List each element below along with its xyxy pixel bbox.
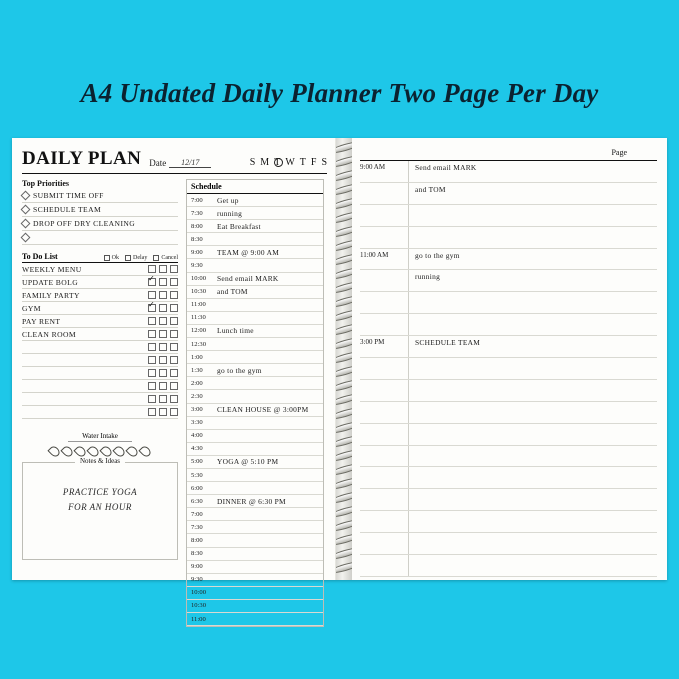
- schedule-row[interactable]: [187, 574, 323, 587]
- binding-ring-icon: [336, 140, 352, 156]
- schedule-note: running: [217, 208, 243, 218]
- agenda-divider: [408, 314, 409, 335]
- schedule-row[interactable]: [187, 600, 323, 613]
- schedule-note: TEAM @ 9:00 AM: [217, 247, 280, 257]
- schedule-time: 12:00: [191, 327, 207, 335]
- todo-cancel-checkbox[interactable]: [170, 291, 178, 299]
- agenda-note: running: [415, 272, 441, 282]
- binding-ring-icon: [336, 476, 352, 492]
- binding-ring-icon: [336, 168, 352, 184]
- todo-delay-checkbox[interactable]: [159, 265, 167, 273]
- priority-item[interactable]: [22, 217, 178, 231]
- todo-cancel-checkbox[interactable]: [170, 408, 178, 416]
- binding-ring-icon: [336, 308, 352, 324]
- legend-ok-label: Ok: [111, 255, 119, 261]
- legend-cancel-label: Cancel: [161, 255, 178, 261]
- schedule-row[interactable]: [187, 548, 323, 561]
- schedule-note: CLEAN HOUSE @ 3:00PM: [217, 405, 309, 415]
- diamond-bullet-icon: [21, 191, 31, 201]
- schedule-row[interactable]: [187, 273, 323, 286]
- todo-delay-checkbox[interactable]: [159, 278, 167, 286]
- todo-ok-checkbox[interactable]: [148, 369, 156, 377]
- agenda-divider: [408, 402, 409, 423]
- water-drop-icon[interactable]: [138, 444, 152, 458]
- agenda-note: [409, 446, 415, 448]
- notes-and-ideas-box[interactable]: [22, 457, 178, 560]
- agenda-row[interactable]: [360, 183, 657, 205]
- notes-label: Notes & Ideas: [75, 457, 125, 465]
- todo-text: PAY RENT: [22, 316, 61, 326]
- binding-ring-icon: [336, 182, 352, 198]
- schedule-row[interactable]: [187, 521, 323, 534]
- agenda-time: [360, 292, 408, 294]
- todo-row[interactable]: [22, 367, 178, 380]
- todo-ok-checkbox[interactable]: [148, 330, 156, 338]
- left-column: [22, 179, 178, 627]
- schedule-time: 10:00: [191, 589, 207, 597]
- binding-ring-icon: [336, 546, 352, 562]
- todo-ok-checkbox[interactable]: [148, 265, 156, 273]
- schedule-row[interactable]: [187, 364, 323, 377]
- binding-ring-icon: [336, 280, 352, 296]
- priority-item[interactable]: [22, 203, 178, 217]
- top-priorities-label: Top Priorities: [22, 179, 70, 188]
- agenda-row[interactable]: [360, 314, 657, 336]
- schedule-time: 12:30: [191, 340, 207, 348]
- priority-item[interactable]: [22, 231, 178, 245]
- todo-cancel-checkbox[interactable]: [170, 395, 178, 403]
- todo-cancel-checkbox[interactable]: [170, 317, 178, 325]
- agenda-row[interactable]: [360, 292, 657, 314]
- agenda-row[interactable]: [360, 205, 657, 227]
- todo-label: To Do List: [22, 252, 58, 261]
- date-label: Date: [149, 158, 167, 168]
- binding-ring-icon: [336, 504, 352, 520]
- binding-ring-icon: [336, 392, 352, 408]
- agenda-time: [360, 511, 408, 513]
- date-field[interactable]: [149, 158, 211, 168]
- agenda-divider: [408, 555, 409, 576]
- agenda-time: [360, 270, 408, 272]
- schedule-time: 11:00: [191, 301, 206, 309]
- schedule-time: 7:00: [191, 196, 203, 204]
- notes-line-1: PRACTICE YOGA: [62, 487, 138, 497]
- agenda-divider: [408, 227, 409, 248]
- agenda-time: 9:00 AM: [360, 163, 386, 171]
- agenda-note: [409, 489, 415, 491]
- agenda-divider: [408, 205, 409, 226]
- schedule-row[interactable]: [187, 613, 323, 626]
- todo-row[interactable]: [22, 328, 178, 341]
- agenda-time: [360, 424, 408, 426]
- agenda-divider: [408, 489, 409, 510]
- todo-row[interactable]: [22, 302, 178, 315]
- schedule-time: 8:30: [191, 550, 203, 558]
- notes-line-2: FOR AN HOUR: [68, 502, 132, 512]
- schedule-row[interactable]: [187, 390, 323, 403]
- binding-ring-icon: [336, 406, 352, 422]
- agenda-row[interactable]: [360, 555, 657, 577]
- schedule-time: 11:00: [191, 615, 206, 623]
- todo-delay-checkbox[interactable]: [159, 317, 167, 325]
- page-number-label: Page: [611, 148, 627, 157]
- agenda-row[interactable]: [360, 533, 657, 555]
- schedule-row[interactable]: [187, 430, 323, 443]
- schedule-time: 9:00: [191, 563, 203, 571]
- todo-delay-checkbox[interactable]: [159, 395, 167, 403]
- schedule-note: Lunch time: [217, 326, 254, 336]
- agenda-time: 11:00 AM: [360, 250, 389, 259]
- agenda-row[interactable]: [360, 467, 657, 489]
- binding-ring-icon: [336, 266, 352, 282]
- agenda-note: go to the gym: [415, 250, 460, 260]
- agenda-row[interactable]: [360, 446, 657, 468]
- todo-cancel-checkbox[interactable]: [170, 369, 178, 377]
- agenda-note: [409, 292, 415, 294]
- diamond-bullet-icon: [21, 219, 31, 229]
- todo-row[interactable]: [22, 406, 178, 419]
- todo-ok-checkbox[interactable]: [148, 291, 156, 299]
- schedule-row[interactable]: [187, 299, 323, 312]
- schedule-time: 11:30: [191, 314, 206, 322]
- schedule-row[interactable]: [187, 312, 323, 325]
- todo-text: UPDATE BOLG: [22, 277, 79, 287]
- schedule-row[interactable]: [187, 587, 323, 600]
- agenda-time: [360, 380, 408, 382]
- legend-delay-label: Delay: [133, 255, 148, 261]
- schedule-time: 10:30: [191, 602, 207, 610]
- agenda-time: [360, 533, 408, 535]
- todo-text: CLEAN ROOM: [22, 329, 76, 339]
- legend-cancel: [153, 255, 178, 261]
- agenda-note: [409, 533, 415, 535]
- todo-cancel-checkbox[interactable]: [170, 382, 178, 390]
- schedule-note: Eat Breakfast: [217, 221, 261, 231]
- schedule-time: 7:30: [191, 523, 203, 531]
- water-drop-icon[interactable]: [60, 444, 74, 458]
- todo-delay-checkbox[interactable]: [159, 369, 167, 377]
- agenda-time: 3:00 PM: [360, 338, 385, 347]
- dow-tue[interactable]: T: [274, 157, 281, 168]
- dow-fri[interactable]: F: [310, 157, 317, 168]
- page-title: DAILY PLAN: [22, 148, 142, 169]
- agenda-time: [360, 358, 408, 360]
- schedule-time: 1:30: [191, 366, 203, 374]
- schedule-time: 6:00: [191, 484, 203, 492]
- schedule-panel: [186, 179, 324, 627]
- binding-ring-icon: [336, 336, 352, 352]
- schedule-time: 2:00: [191, 379, 203, 387]
- todo-cancel-checkbox[interactable]: [170, 278, 178, 286]
- schedule-row[interactable]: [187, 220, 323, 233]
- binding-ring-icon: [336, 196, 352, 212]
- binding-ring-icon: [336, 238, 352, 254]
- binding-ring-icon: [336, 448, 352, 464]
- product-title: A4 Undated Daily Planner Two Page Per Day: [80, 78, 599, 108]
- binding-ring-icon: [336, 252, 352, 268]
- priority-item[interactable]: [22, 189, 178, 203]
- agenda-note: [409, 314, 415, 316]
- schedule-time: 8:00: [191, 222, 203, 230]
- todo-delay-checkbox[interactable]: [159, 382, 167, 390]
- todo-ok-checkbox[interactable]: [148, 382, 156, 390]
- todo-header: [22, 252, 178, 263]
- priority-text: SCHEDULE TEAM: [33, 205, 102, 214]
- schedule-note: and TOM: [217, 287, 248, 297]
- day-of-week-selector[interactable]: [250, 157, 327, 168]
- binding-ring-icon: [336, 294, 352, 310]
- schedule-row[interactable]: [187, 338, 323, 351]
- schedule-time: 9:30: [191, 262, 203, 270]
- agenda-note: [409, 511, 415, 513]
- binding-ring-icon: [336, 322, 352, 338]
- todo-cancel-checkbox[interactable]: [170, 304, 178, 312]
- todo-cancel-checkbox[interactable]: [170, 356, 178, 364]
- agenda-note: [409, 467, 415, 469]
- agenda-time: [360, 183, 408, 185]
- agenda-note: [409, 205, 415, 207]
- schedule-time: 9:00: [191, 248, 203, 256]
- priority-text: SUBMIT TIME OFF: [33, 191, 104, 200]
- dow-wed[interactable]: W: [285, 157, 295, 168]
- schedule-time: 10:30: [191, 288, 207, 296]
- todo-cancel-checkbox[interactable]: [170, 330, 178, 338]
- schedule-time: 10:00: [191, 275, 207, 283]
- binding-ring-icon: [336, 420, 352, 436]
- agenda-row[interactable]: [360, 227, 657, 249]
- agenda-note: SCHEDULE TEAM: [415, 338, 481, 348]
- todo-ok-checkbox[interactable]: [148, 304, 156, 312]
- checkbox-icon: [125, 255, 131, 261]
- agenda-row[interactable]: [360, 358, 657, 380]
- agenda-time: [360, 314, 408, 316]
- binding-ring-icon: [336, 560, 352, 576]
- agenda-row[interactable]: [360, 380, 657, 402]
- schedule-time: 6:30: [191, 497, 203, 505]
- schedule-time: 5:30: [191, 471, 203, 479]
- todo-cancel-checkbox[interactable]: [170, 265, 178, 273]
- notes-text: [23, 485, 177, 515]
- schedule-label: Schedule: [187, 180, 323, 194]
- schedule-row[interactable]: [187, 534, 323, 547]
- schedule-row[interactable]: [187, 469, 323, 482]
- agenda-divider: [408, 358, 409, 379]
- agenda-divider: [408, 511, 409, 532]
- schedule-row[interactable]: [187, 325, 323, 338]
- schedule-row[interactable]: [187, 233, 323, 246]
- agenda-row[interactable]: [360, 270, 657, 292]
- schedule-row[interactable]: [187, 286, 323, 299]
- schedule-time: 1:00: [191, 353, 203, 361]
- schedule-note: Send email MARK: [217, 274, 279, 284]
- water-drop-row[interactable]: [22, 446, 178, 457]
- agenda-row[interactable]: [360, 489, 657, 511]
- binding-ring-icon: [336, 518, 352, 534]
- schedule-row[interactable]: [187, 207, 323, 220]
- agenda-note: [409, 402, 415, 404]
- agenda-time: [360, 205, 408, 207]
- schedule-time: 4:30: [191, 445, 203, 453]
- binding-ring-icon: [336, 378, 352, 394]
- todo-ok-checkbox[interactable]: [148, 278, 156, 286]
- schedule-time: 4:00: [191, 432, 203, 440]
- agenda-divider: [408, 467, 409, 488]
- agenda-note: [409, 358, 415, 360]
- schedule-row[interactable]: [187, 456, 323, 469]
- dow-mon[interactable]: M: [260, 157, 270, 168]
- agenda-note: [409, 380, 415, 382]
- todo-text: WEEKLY MENU: [22, 264, 82, 274]
- schedule-row[interactable]: [187, 482, 323, 495]
- todo-ok-checkbox[interactable]: [148, 356, 156, 364]
- todo-delay-checkbox[interactable]: [159, 408, 167, 416]
- agenda-divider: [408, 533, 409, 554]
- date-value[interactable]: 12/17: [169, 158, 211, 168]
- schedule-time: 3:00: [191, 406, 203, 414]
- todo-cancel-checkbox[interactable]: [170, 343, 178, 351]
- todo-ok-checkbox[interactable]: [148, 408, 156, 416]
- agenda-time: [360, 467, 408, 469]
- schedule-row[interactable]: [187, 194, 323, 207]
- schedule-row[interactable]: [187, 508, 323, 521]
- planner-spread: [12, 138, 667, 623]
- agenda-time: [360, 227, 408, 229]
- diamond-bullet-icon: [21, 205, 31, 215]
- agenda-note: and TOM: [415, 184, 446, 194]
- dow-sat[interactable]: S: [321, 157, 327, 168]
- schedule-note: DINNER @ 6:30 PM: [217, 496, 286, 506]
- priority-text: DROP OFF DRY CLEANING: [33, 219, 136, 228]
- agenda-note: [409, 227, 415, 229]
- agenda-note: [409, 555, 415, 557]
- binding-ring-icon: [336, 462, 352, 478]
- schedule-row[interactable]: [187, 495, 323, 508]
- dow-thu[interactable]: T: [299, 157, 306, 168]
- legend-delay: [125, 255, 147, 261]
- planner-left-page: [12, 138, 336, 623]
- todo-row[interactable]: [22, 341, 178, 354]
- todo-text: FAMILY PARTY: [22, 290, 80, 300]
- todo-delay-checkbox[interactable]: [159, 330, 167, 338]
- schedule-time: 5:00: [191, 458, 203, 466]
- schedule-row[interactable]: [187, 561, 323, 574]
- binding-ring-icon: [336, 210, 352, 226]
- schedule-note: go to the gym: [217, 365, 262, 375]
- agenda-divider: [408, 292, 409, 313]
- water-intake-tracker: [22, 425, 178, 457]
- schedule-row[interactable]: [187, 351, 323, 364]
- todo-legend: [104, 255, 178, 261]
- agenda-divider: [408, 380, 409, 401]
- todo-ok-checkbox[interactable]: [148, 343, 156, 351]
- header-divider: [22, 173, 327, 174]
- todo-delay-checkbox[interactable]: [159, 343, 167, 351]
- todo-ok-checkbox[interactable]: [148, 317, 156, 325]
- agenda-time: [360, 402, 408, 404]
- schedule-time: 9:30: [191, 576, 203, 584]
- binding-ring-icon: [336, 350, 352, 366]
- water-intake-label: Water Intake: [68, 432, 132, 442]
- agenda-row[interactable]: [360, 402, 657, 424]
- todo-delay-checkbox[interactable]: [159, 304, 167, 312]
- binding-ring-icon: [336, 434, 352, 450]
- binding-ring-icon: [336, 224, 352, 240]
- schedule-time: 2:30: [191, 392, 203, 400]
- schedule-note: Get up: [217, 195, 239, 205]
- agenda-row[interactable]: [360, 424, 657, 446]
- schedule-note: YOGA @ 5:10 PM: [217, 457, 279, 467]
- todo-delay-checkbox[interactable]: [159, 356, 167, 364]
- daily-plan-header: [22, 148, 327, 170]
- todo-row[interactable]: [22, 380, 178, 393]
- binding-ring-icon: [336, 364, 352, 380]
- planner-right-page: [352, 138, 667, 580]
- schedule-row[interactable]: [187, 404, 323, 417]
- binding-ring-icon: [336, 154, 352, 170]
- schedule-time: 7:00: [191, 510, 203, 518]
- schedule-row[interactable]: [187, 443, 323, 456]
- schedule-row[interactable]: [187, 259, 323, 272]
- todo-ok-checkbox[interactable]: [148, 395, 156, 403]
- agenda-time: [360, 446, 408, 448]
- agenda-row[interactable]: [360, 249, 657, 271]
- todo-delay-checkbox[interactable]: [159, 291, 167, 299]
- schedule-time: 8:00: [191, 536, 203, 544]
- todo-row[interactable]: [22, 354, 178, 367]
- schedule-row[interactable]: [187, 377, 323, 390]
- todo-row[interactable]: [22, 315, 178, 328]
- agenda-note: Send email MARK: [415, 163, 477, 172]
- todo-row[interactable]: [22, 276, 178, 289]
- agenda-time: [360, 555, 408, 557]
- schedule-time: 3:30: [191, 419, 203, 427]
- spiral-binding: [336, 138, 352, 580]
- agenda-time: [360, 489, 408, 491]
- agenda-row[interactable]: [360, 511, 657, 533]
- schedule-time: 8:30: [191, 235, 203, 243]
- todo-text: GYM: [22, 303, 41, 313]
- diamond-bullet-icon: [21, 233, 31, 243]
- water-drop-icon[interactable]: [125, 444, 139, 458]
- checkbox-icon: [153, 255, 159, 261]
- agenda-divider: [408, 446, 409, 467]
- agenda-row[interactable]: [360, 336, 657, 358]
- water-drop-icon[interactable]: [47, 444, 61, 458]
- binding-ring-icon: [336, 490, 352, 506]
- binding-ring-icon: [336, 532, 352, 548]
- schedule-row[interactable]: [187, 417, 323, 430]
- schedule-time: 7:30: [191, 209, 203, 217]
- agenda-divider: [408, 424, 409, 445]
- agenda-note: [409, 424, 415, 426]
- agenda-row[interactable]: [360, 161, 657, 183]
- todo-row[interactable]: [22, 393, 178, 406]
- schedule-row[interactable]: [187, 246, 323, 259]
- checkbox-icon: [104, 255, 110, 261]
- dow-sun[interactable]: S: [249, 157, 256, 168]
- legend-ok: [104, 255, 119, 261]
